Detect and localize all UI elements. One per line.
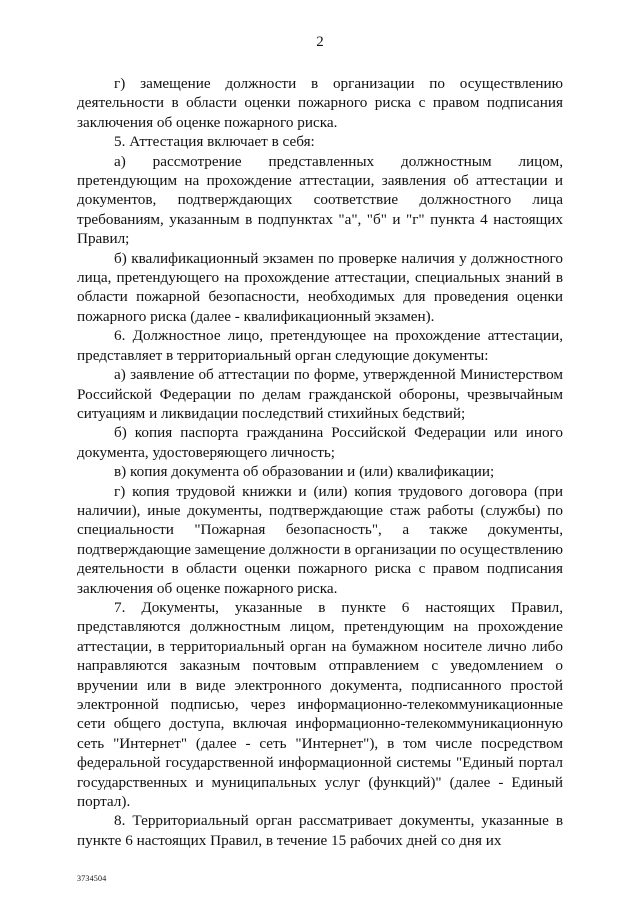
- page-number: 2: [316, 34, 324, 50]
- paragraph-6b: б) копия паспорта гражданина Российской Федерации или иного документа, удостоверяющего личность;: [77, 424, 563, 461]
- paragraph-5b: б) квалификационный экзамен по проверке наличия у должностного лица, претендующего на прохождение аттестации, специальных знаний в области пожарной безопасности, необходимых для проведения оценки пожарного риска (далее - квалификационный экзамен).: [77, 249, 563, 325]
- document-code: 3734504: [77, 874, 107, 883]
- paragraph-4g: г) замещение должности в организации по осуществлению деятельности в области оценки пожарного риска с правом подписания заключения об оценке пожарного риска.: [77, 75, 563, 131]
- paragraph-6g: г) копия трудовой книжки и (или) копия трудового договора (при наличии), иные документы, подтверждающие стаж работы (службы) по специальности "Пожарная безопасность", а также документы, подтверждающие замещение должности в организации по осуществлению деятельности в области оценки пожарного риска с правом подписания заключения об оценке пожарного риска.: [77, 482, 563, 597]
- document-body: [77, 74, 563, 850]
- paragraph-5: 5. Аттестация включает в себя:: [114, 133, 315, 151]
- paragraph-8: 8. Территориальный орган рассматривает документы, указанные в пункте 6 настоящих Правил, в течение 15 рабочих дней со дня их: [77, 812, 563, 849]
- paragraph-6a: а) заявление об аттестации по форме, утвержденной Министерством Российской Федерации по делам гражданской обороны, чрезвычайным ситуациям и ликвидации последствий стихийных бедствий;: [77, 366, 563, 422]
- paragraph-7: 7. Документы, указанные в пункте 6 настоящих Правил, представляются должностным лицом, претендующим на прохождение аттестации, в территориальный орган на бумажном носителе лично либо направляются заказным почтовым отправлением с уведомлением о вручении или в виде электронного документа, подписанного простой электронной подписью, через информационно-телекоммуникационные сети общего доступа, включая информационно-телекоммуникационную сеть "Интернет" (далее - сеть "Интернет"), в том числе посредством федеральной государственной информационной системы "Единый портал государственных и муниципальных услуг (функций)" (далее - Единый портал).: [77, 598, 563, 811]
- paragraph-6v: в) копия документа об образовании и (или) квалификации;: [114, 463, 495, 481]
- paragraph-5a: а) рассмотрение представленных должностным лицом, претендующим на прохождение аттестации, заявления об аттестации и документов, подтверждающих соответствие должностного лица требованиям, указанным в подпунктах "а", "б" и "г" пункта 4 настоящих Правил;: [77, 152, 563, 248]
- paragraph-6: 6. Должностное лицо, претендующее на прохождение аттестации, представляет в территориальный орган следующие документы:: [77, 327, 563, 364]
